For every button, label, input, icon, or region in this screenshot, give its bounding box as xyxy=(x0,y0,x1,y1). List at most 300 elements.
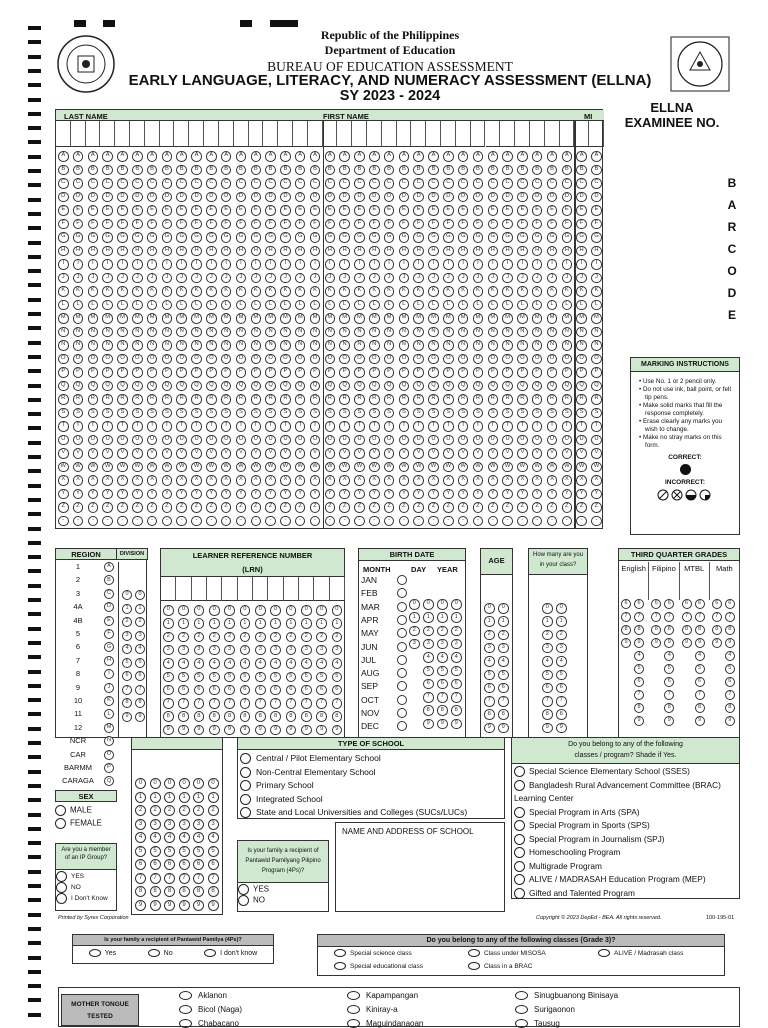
name-bubble[interactable]: S xyxy=(73,408,84,419)
name-bubble[interactable]: Z xyxy=(473,502,484,513)
month-bubble[interactable] xyxy=(397,602,407,612)
name-entry-box[interactable] xyxy=(308,121,323,147)
name-bubble[interactable]: D xyxy=(147,192,158,203)
lrn-bubble[interactable]: 7 xyxy=(224,698,235,709)
name-bubble[interactable]: Z xyxy=(73,502,84,513)
name-bubble[interactable]: O xyxy=(547,354,558,365)
name-bubble[interactable]: U xyxy=(547,435,558,446)
name-bubble[interactable]: Z xyxy=(117,502,128,513)
grade-bubble[interactable]: 7 xyxy=(712,612,722,622)
name-bubble[interactable]: A xyxy=(73,151,84,162)
q1-radio[interactable] xyxy=(148,949,160,957)
q2-radio[interactable] xyxy=(598,949,610,957)
name-bubble[interactable]: N xyxy=(369,327,380,338)
name-bubble[interactable]: - xyxy=(473,516,484,527)
date-bubble[interactable]: 7 xyxy=(451,692,462,703)
name-bubble[interactable]: D xyxy=(562,192,573,203)
name-bubble[interactable]: S xyxy=(443,408,454,419)
region-bubble[interactable]: F xyxy=(104,629,114,639)
name-bubble[interactable]: P xyxy=(562,367,573,378)
name-entry-box[interactable] xyxy=(86,121,101,147)
date-bubble[interactable]: 0 xyxy=(451,599,462,610)
grade-bubble[interactable]: 6 xyxy=(682,599,692,609)
name-bubble[interactable]: F xyxy=(280,219,291,230)
name-bubble[interactable]: D xyxy=(88,192,99,203)
name-bubble[interactable]: I xyxy=(147,259,158,270)
grade-bubble[interactable]: 9 xyxy=(651,638,661,648)
name-bubble[interactable]: O xyxy=(502,354,513,365)
school-type-option[interactable] xyxy=(240,779,502,793)
name-bubble[interactable]: B xyxy=(191,165,202,176)
name-bubble[interactable]: Ñ xyxy=(251,340,262,351)
name-bubble[interactable]: H xyxy=(517,246,528,257)
name-bubble[interactable]: T xyxy=(562,421,573,432)
school-id-bubble[interactable]: 9 xyxy=(150,900,161,911)
name-bubble[interactable]: J xyxy=(251,273,262,284)
name-bubble[interactable]: Y xyxy=(562,489,573,500)
division-bubble[interactable]: 3 xyxy=(135,631,145,641)
school-type-option[interactable] xyxy=(240,806,502,820)
name-bubble[interactable]: L xyxy=(191,300,202,311)
name-bubble[interactable]: X xyxy=(428,475,439,486)
name-bubble[interactable]: R xyxy=(73,394,84,405)
grade-bubble[interactable]: 6 xyxy=(712,599,722,609)
name-bubble[interactable]: C xyxy=(354,178,365,189)
school-type-radio[interactable] xyxy=(240,753,251,764)
name-bubble[interactable]: N xyxy=(502,327,513,338)
lrn-bubble[interactable]: 5 xyxy=(240,672,251,683)
lrn-bubble[interactable]: 7 xyxy=(332,698,343,709)
name-entry-box[interactable] xyxy=(441,121,456,147)
name-bubble[interactable]: N xyxy=(73,327,84,338)
lrn-bubble[interactable]: 7 xyxy=(209,698,220,709)
name-bubble[interactable]: I xyxy=(428,259,439,270)
name-bubble[interactable]: B xyxy=(147,165,158,176)
name-bubble[interactable]: U xyxy=(325,435,336,446)
name-entry-box[interactable] xyxy=(323,121,338,147)
school-id-bubble[interactable]: 7 xyxy=(164,873,175,884)
month-bubble[interactable] xyxy=(397,588,407,598)
name-bubble[interactable]: R xyxy=(265,394,276,405)
lrn-bubble[interactable]: 3 xyxy=(286,645,297,656)
name-bubble[interactable]: R xyxy=(591,394,602,405)
name-bubble[interactable]: - xyxy=(517,516,528,527)
lrn-bubble[interactable]: 6 xyxy=(209,685,220,696)
name-bubble[interactable]: V xyxy=(517,448,528,459)
name-bubble[interactable]: J xyxy=(295,273,306,284)
name-bubble[interactable]: D xyxy=(443,192,454,203)
lrn-bubble[interactable]: 7 xyxy=(255,698,266,709)
month-option[interactable] xyxy=(361,668,407,678)
school-id-bubble[interactable]: 4 xyxy=(179,832,190,843)
division-bubble[interactable]: 6 xyxy=(135,671,145,681)
school-id-bubble[interactable]: 5 xyxy=(135,846,146,857)
name-bubble[interactable]: Ñ xyxy=(132,340,143,351)
name-bubble[interactable]: X xyxy=(413,475,424,486)
name-bubble[interactable]: Q xyxy=(191,381,202,392)
name-bubble[interactable]: X xyxy=(547,475,558,486)
name-bubble[interactable]: W xyxy=(399,462,410,473)
name-bubble[interactable]: I xyxy=(384,259,395,270)
name-bubble[interactable]: J xyxy=(517,273,528,284)
name-bubble[interactable]: J xyxy=(117,273,128,284)
date-bubble[interactable]: 9 xyxy=(423,719,434,730)
name-bubble[interactable]: B xyxy=(310,165,321,176)
lrn-bubble[interactable]: 3 xyxy=(163,645,174,656)
name-bubble[interactable]: - xyxy=(547,516,558,527)
school-id-bubble[interactable]: 2 xyxy=(193,805,204,816)
name-bubble[interactable]: A xyxy=(576,151,587,162)
class-size-bubble[interactable]: 6 xyxy=(542,683,553,694)
name-bubble[interactable]: - xyxy=(591,516,602,527)
name-bubble[interactable]: C xyxy=(413,178,424,189)
lrn-bubble[interactable]: 2 xyxy=(163,632,174,643)
name-entry-box[interactable] xyxy=(500,121,515,147)
name-bubble[interactable]: E xyxy=(354,205,365,216)
name-bubble[interactable]: D xyxy=(413,192,424,203)
name-bubble[interactable]: H xyxy=(251,246,262,257)
name-bubble[interactable]: Y xyxy=(132,489,143,500)
name-bubble[interactable]: Y xyxy=(117,489,128,500)
name-bubble[interactable]: S xyxy=(591,408,602,419)
name-bubble[interactable]: R xyxy=(251,394,262,405)
grade-bubble[interactable]: 9 xyxy=(725,638,735,648)
class-size-bubble[interactable]: 8 xyxy=(556,709,567,720)
name-bubble[interactable]: G xyxy=(58,232,69,243)
grade-bubble[interactable]: 5 xyxy=(664,664,674,674)
lrn-bubble[interactable]: 4 xyxy=(316,658,327,669)
name-bubble[interactable]: E xyxy=(473,205,484,216)
name-bubble[interactable]: F xyxy=(265,219,276,230)
name-bubble[interactable]: M xyxy=(473,313,484,324)
name-bubble[interactable]: Y xyxy=(458,489,469,500)
name-bubble[interactable]: O xyxy=(162,354,173,365)
name-bubble[interactable]: A xyxy=(58,151,69,162)
name-bubble[interactable]: X xyxy=(251,475,262,486)
name-bubble[interactable]: H xyxy=(576,246,587,257)
name-bubble[interactable]: E xyxy=(591,205,602,216)
school-id-bubble[interactable]: 0 xyxy=(179,778,190,789)
name-bubble[interactable]: D xyxy=(236,192,247,203)
name-bubble[interactable]: H xyxy=(310,246,321,257)
name-bubble[interactable]: Ñ xyxy=(413,340,424,351)
name-bubble[interactable]: A xyxy=(428,151,439,162)
name-bubble[interactable]: R xyxy=(206,394,217,405)
name-bubble[interactable]: K xyxy=(517,286,528,297)
region-bubble[interactable]: J xyxy=(104,683,114,693)
name-bubble[interactable]: F xyxy=(221,219,232,230)
program-radio[interactable] xyxy=(514,861,525,872)
name-bubble[interactable]: F xyxy=(325,219,336,230)
name-bubble[interactable]: D xyxy=(191,192,202,203)
name-bubble[interactable]: M xyxy=(58,313,69,324)
name-bubble[interactable]: N xyxy=(236,327,247,338)
lrn-bubble[interactable]: 7 xyxy=(194,698,205,709)
date-bubble[interactable]: 5 xyxy=(451,666,462,677)
name-bubble[interactable]: N xyxy=(58,327,69,338)
name-bubble[interactable]: U xyxy=(73,435,84,446)
name-bubble[interactable]: E xyxy=(162,205,173,216)
name-bubble[interactable]: D xyxy=(221,192,232,203)
age-bubble[interactable]: 4 xyxy=(484,656,495,667)
name-bubble[interactable]: C xyxy=(443,178,454,189)
lrn-bubble[interactable]: 2 xyxy=(178,632,189,643)
name-bubble[interactable]: - xyxy=(443,516,454,527)
name-bubble[interactable]: M xyxy=(591,313,602,324)
name-bubble[interactable]: Z xyxy=(458,502,469,513)
fourps-yes-radio[interactable] xyxy=(238,884,249,895)
name-bubble[interactable]: R xyxy=(102,394,113,405)
lrn-bubble[interactable]: 0 xyxy=(286,605,297,616)
name-bubble[interactable]: F xyxy=(73,219,84,230)
grade-bubble[interactable]: 7 xyxy=(651,612,661,622)
name-bubble[interactable]: D xyxy=(325,192,336,203)
name-bubble[interactable]: S xyxy=(369,408,380,419)
division-bubble[interactable]: 7 xyxy=(135,685,145,695)
name-bubble[interactable]: J xyxy=(428,273,439,284)
grade-bubble[interactable]: 6 xyxy=(621,599,631,609)
name-bubble[interactable]: P xyxy=(502,367,513,378)
name-bubble[interactable]: E xyxy=(251,205,262,216)
name-bubble[interactable]: M xyxy=(280,313,291,324)
date-bubble[interactable]: 2 xyxy=(437,626,448,637)
class-size-bubble[interactable]: 2 xyxy=(542,630,553,641)
name-bubble[interactable]: N xyxy=(176,327,187,338)
name-bubble[interactable]: R xyxy=(502,394,513,405)
name-bubble[interactable]: K xyxy=(251,286,262,297)
name-bubble[interactable]: K xyxy=(458,286,469,297)
name-bubble[interactable]: K xyxy=(369,286,380,297)
name-bubble[interactable]: G xyxy=(176,232,187,243)
name-bubble[interactable]: S xyxy=(413,408,424,419)
lrn-bubble[interactable]: 3 xyxy=(194,645,205,656)
name-bubble[interactable]: M xyxy=(488,313,499,324)
name-bubble[interactable]: K xyxy=(473,286,484,297)
lrn-bubble[interactable]: 2 xyxy=(209,632,220,643)
name-bubble[interactable]: I xyxy=(443,259,454,270)
name-bubble[interactable]: P xyxy=(117,367,128,378)
lrn-bubble[interactable]: 2 xyxy=(270,632,281,643)
name-bubble[interactable]: Q xyxy=(502,381,513,392)
lrn-bubble[interactable]: 3 xyxy=(255,645,266,656)
name-bubble[interactable]: C xyxy=(488,178,499,189)
name-bubble[interactable]: V xyxy=(502,448,513,459)
name-bubble[interactable]: J xyxy=(443,273,454,284)
name-bubble[interactable]: P xyxy=(399,367,410,378)
q2-radio[interactable] xyxy=(468,949,480,957)
name-bubble[interactable]: H xyxy=(191,246,202,257)
program-option[interactable] xyxy=(514,860,737,874)
date-bubble[interactable]: 2 xyxy=(423,626,434,637)
name-bubble[interactable]: H xyxy=(369,246,380,257)
name-bubble[interactable]: P xyxy=(162,367,173,378)
name-bubble[interactable]: Q xyxy=(458,381,469,392)
name-entry-box[interactable] xyxy=(204,121,219,147)
name-bubble[interactable]: X xyxy=(384,475,395,486)
grade-bubble[interactable]: 7 xyxy=(695,612,705,622)
name-bubble[interactable]: B xyxy=(221,165,232,176)
name-bubble[interactable]: P xyxy=(206,367,217,378)
grade-bubble[interactable]: 8 xyxy=(725,703,735,713)
name-bubble[interactable]: H xyxy=(280,246,291,257)
name-entry-box[interactable] xyxy=(486,121,501,147)
lrn-bubble[interactable]: 1 xyxy=(209,618,220,629)
grade-bubble[interactable]: 9 xyxy=(664,716,674,726)
name-bubble[interactable]: W xyxy=(384,462,395,473)
name-bubble[interactable]: T xyxy=(102,421,113,432)
name-bubble[interactable]: K xyxy=(280,286,291,297)
name-bubble[interactable]: H xyxy=(58,246,69,257)
name-bubble[interactable]: T xyxy=(399,421,410,432)
name-bubble[interactable]: U xyxy=(591,435,602,446)
name-bubble[interactable]: I xyxy=(265,259,276,270)
name-bubble[interactable]: O xyxy=(325,354,336,365)
month-option[interactable] xyxy=(361,681,407,691)
name-bubble[interactable]: F xyxy=(251,219,262,230)
name-entry-box[interactable] xyxy=(219,121,234,147)
lrn-bubble[interactable]: 5 xyxy=(270,672,281,683)
name-bubble[interactable]: N xyxy=(147,327,158,338)
name-bubble[interactable]: D xyxy=(354,192,365,203)
name-bubble[interactable]: - xyxy=(117,516,128,527)
grade-bubble[interactable]: 9 xyxy=(634,638,644,648)
lrn-bubble[interactable]: 6 xyxy=(224,685,235,696)
name-bubble[interactable]: C xyxy=(562,178,573,189)
lrn-bubble[interactable]: 1 xyxy=(224,618,235,629)
date-bubble[interactable]: 5 xyxy=(437,666,448,677)
name-bubble[interactable]: P xyxy=(236,367,247,378)
grade-bubble[interactable]: 6 xyxy=(725,599,735,609)
name-bubble[interactable]: O xyxy=(251,354,262,365)
name-bubble[interactable]: P xyxy=(443,367,454,378)
name-bubble[interactable]: D xyxy=(295,192,306,203)
name-bubble[interactable]: B xyxy=(488,165,499,176)
name-bubble[interactable]: V xyxy=(176,448,187,459)
name-bubble[interactable]: C xyxy=(73,178,84,189)
name-bubble[interactable]: Z xyxy=(576,502,587,513)
school-id-bubble[interactable]: 4 xyxy=(193,832,204,843)
school-id-bubble[interactable]: 6 xyxy=(179,859,190,870)
lrn-bubble[interactable]: 9 xyxy=(209,725,220,736)
name-bubble[interactable]: Y xyxy=(384,489,395,500)
name-bubble[interactable]: B xyxy=(88,165,99,176)
name-bubble[interactable]: A xyxy=(325,151,336,162)
name-bubble[interactable]: J xyxy=(191,273,202,284)
name-bubble[interactable]: H xyxy=(265,246,276,257)
name-bubble[interactable]: F xyxy=(473,219,484,230)
date-bubble[interactable]: 1 xyxy=(423,612,434,623)
grade-bubble[interactable]: 4 xyxy=(664,651,674,661)
name-bubble[interactable]: Y xyxy=(443,489,454,500)
school-id-bubble[interactable]: 5 xyxy=(179,846,190,857)
class-size-bubble[interactable]: 4 xyxy=(556,656,567,667)
name-bubble[interactable]: K xyxy=(88,286,99,297)
name-bubble[interactable]: Ñ xyxy=(488,340,499,351)
name-bubble[interactable]: T xyxy=(473,421,484,432)
division-bubble[interactable]: 1 xyxy=(122,604,132,614)
name-bubble[interactable]: J xyxy=(532,273,543,284)
name-bubble[interactable]: Q xyxy=(488,381,499,392)
mother-tongue-option[interactable] xyxy=(179,991,227,1000)
class-size-bubble[interactable]: 2 xyxy=(556,630,567,641)
name-bubble[interactable]: D xyxy=(517,192,528,203)
school-id-bubble[interactable]: 7 xyxy=(135,873,146,884)
name-bubble[interactable]: G xyxy=(532,232,543,243)
lrn-bubble[interactable]: 4 xyxy=(163,658,174,669)
name-bubble[interactable]: - xyxy=(236,516,247,527)
name-bubble[interactable]: J xyxy=(147,273,158,284)
class-size-bubble[interactable]: 1 xyxy=(542,616,553,627)
name-bubble[interactable]: C xyxy=(428,178,439,189)
name-bubble[interactable]: B xyxy=(428,165,439,176)
lrn-bubble[interactable]: 8 xyxy=(178,711,189,722)
name-bubble[interactable]: Q xyxy=(473,381,484,392)
name-bubble[interactable]: F xyxy=(384,219,395,230)
lrn-bubble[interactable]: 4 xyxy=(240,658,251,669)
name-bubble[interactable]: D xyxy=(73,192,84,203)
name-bubble[interactable]: X xyxy=(117,475,128,486)
lrn-bubble[interactable]: 9 xyxy=(286,725,297,736)
month-bubble[interactable] xyxy=(397,575,407,585)
name-bubble[interactable]: A xyxy=(88,151,99,162)
name-bubble[interactable]: B xyxy=(517,165,528,176)
name-bubble[interactable]: I xyxy=(369,259,380,270)
name-bubble[interactable]: X xyxy=(295,475,306,486)
name-bubble[interactable]: Y xyxy=(473,489,484,500)
name-bubble[interactable]: P xyxy=(428,367,439,378)
grade-bubble[interactable]: 7 xyxy=(621,612,631,622)
school-type-option[interactable] xyxy=(240,752,502,766)
name-bubble[interactable]: A xyxy=(280,151,291,162)
name-bubble[interactable]: F xyxy=(58,219,69,230)
region-bubble[interactable]: A xyxy=(104,562,114,572)
division-bubble[interactable]: 8 xyxy=(122,698,132,708)
class-size-bubble[interactable]: 8 xyxy=(542,709,553,720)
name-bubble[interactable]: B xyxy=(162,165,173,176)
name-bubble[interactable]: P xyxy=(176,367,187,378)
grade-bubble[interactable]: 9 xyxy=(695,638,705,648)
name-bubble[interactable]: N xyxy=(102,327,113,338)
name-bubble[interactable]: T xyxy=(58,421,69,432)
name-bubble[interactable]: B xyxy=(236,165,247,176)
name-bubble[interactable]: C xyxy=(117,178,128,189)
name-bubble[interactable]: G xyxy=(384,232,395,243)
name-bubble[interactable]: N xyxy=(325,327,336,338)
name-bubble[interactable]: Ñ xyxy=(117,340,128,351)
name-bubble[interactable]: J xyxy=(176,273,187,284)
name-bubble[interactable]: Y xyxy=(295,489,306,500)
name-bubble[interactable]: C xyxy=(458,178,469,189)
grade-bubble[interactable]: 8 xyxy=(651,625,661,635)
program-radio[interactable] xyxy=(514,820,525,831)
name-bubble[interactable]: K xyxy=(502,286,513,297)
name-bubble[interactable]: M xyxy=(310,313,321,324)
name-bubble[interactable]: Q xyxy=(88,381,99,392)
name-bubble[interactable]: O xyxy=(88,354,99,365)
date-bubble[interactable]: 9 xyxy=(451,719,462,730)
age-bubble[interactable]: 3 xyxy=(498,643,509,654)
name-bubble[interactable]: V xyxy=(206,448,217,459)
name-bubble[interactable]: Y xyxy=(339,489,350,500)
name-bubble[interactable]: O xyxy=(310,354,321,365)
name-bubble[interactable]: D xyxy=(502,192,513,203)
name-bubble[interactable]: M xyxy=(532,313,543,324)
name-bubble[interactable]: X xyxy=(458,475,469,486)
name-bubble[interactable]: G xyxy=(517,232,528,243)
name-bubble[interactable]: X xyxy=(473,475,484,486)
lrn-bubble[interactable]: 0 xyxy=(163,605,174,616)
name-bubble[interactable]: M xyxy=(221,313,232,324)
